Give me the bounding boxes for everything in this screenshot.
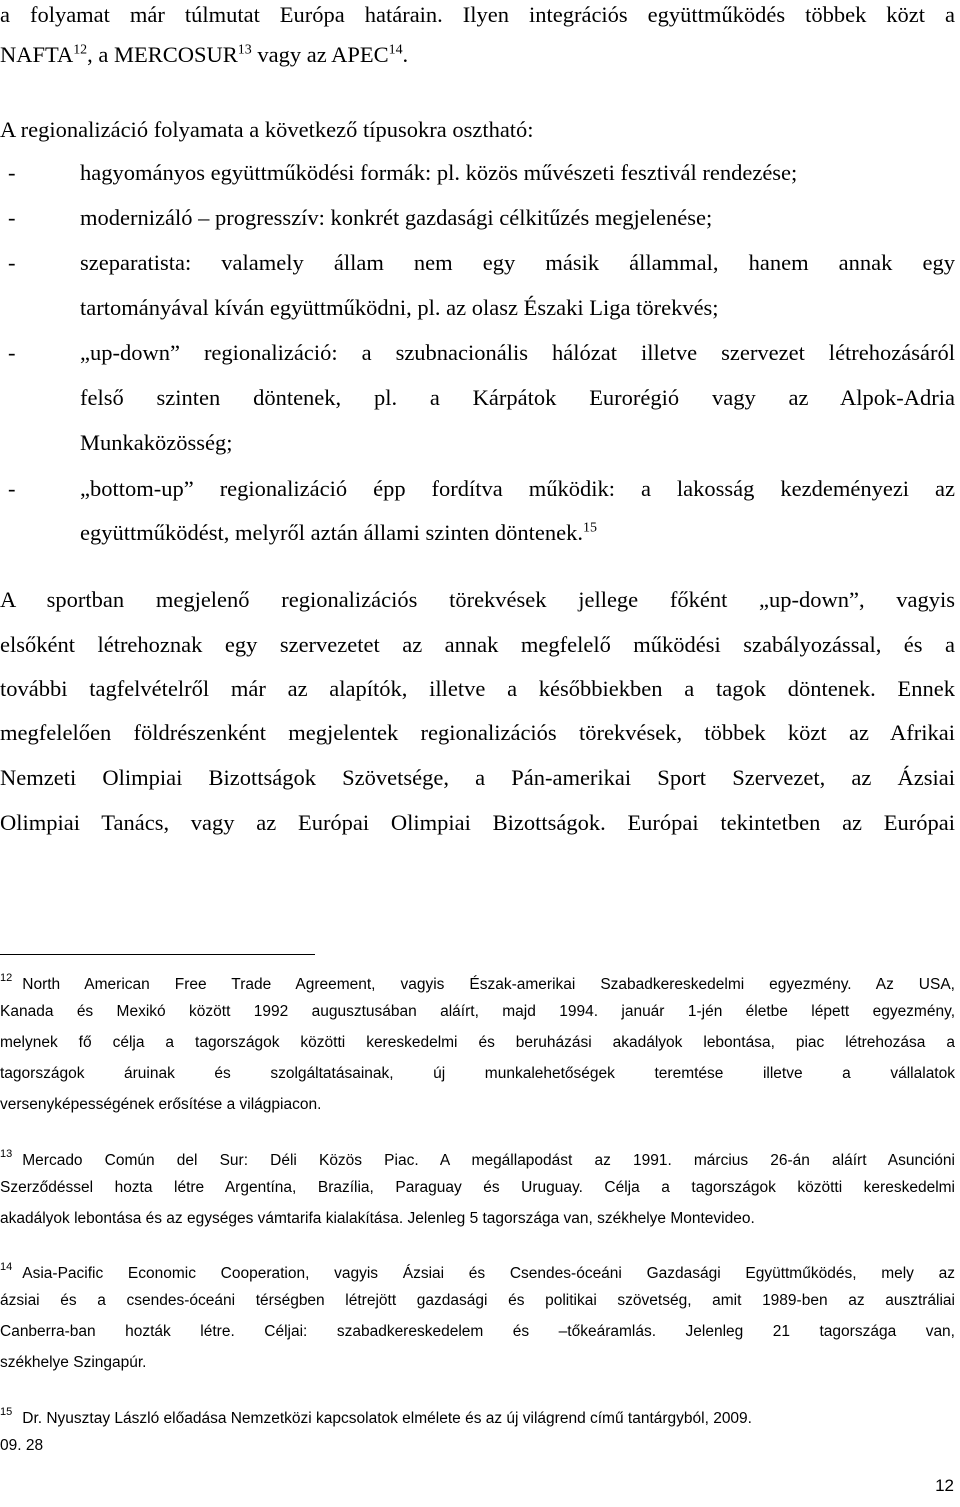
- footnote-ref[interactable]: 15: [583, 520, 597, 536]
- list-bullet: -: [8, 340, 16, 365]
- list-item: „up-down” regionalizáció: a szubnacionális hálózat illetve szervezet létrehozásáról: [80, 340, 955, 365]
- footnote-number: 15: [0, 1406, 13, 1418]
- footnote-12: $^{12}$ North American Free Trade Agreement, vagyis Észak-amerikai Szabadkereskedelmi egyezmény. Az USA,: [0, 972, 955, 993]
- footnote-15: $^{15}$ Dr. Nyusztay László előadása Nemzetközi kapcsolatok elmélete és az új világrend című tantárgyból, 2009.: [0, 1406, 752, 1427]
- footnote-14: $^{14}$ Asia-Pacific Economic Cooperation, vagyis Ázsiai és Csendes-óceáni Gazdasági Együttműködés, mely az: [0, 1261, 955, 1282]
- footnote-separator: [0, 954, 315, 955]
- list-item: hagyományos együttműködési formák: pl. közös művészeti fesztivál rendezése;: [80, 160, 798, 185]
- list-item: szeparatista: valamely állam nem egy másik állammal, hanem annak egy: [80, 250, 955, 275]
- footnote-line: versenyképességének erősítése a világpiacon.: [0, 1096, 322, 1113]
- list-bullet: -: [8, 160, 16, 185]
- footnote-line: akadályok lebontása és az egységes vámtarifa kialakítása. Jelenleg 5 tagországa van, székhelye Montevideo.: [0, 1210, 755, 1227]
- list-item: modernizáló – progresszív: konkrét gazdasági célkitűzés megjelenése;: [80, 205, 713, 230]
- paragraph-line: A sportban megjelenő regionalizációs törekvések jellege főként „up-down”, vagyis: [0, 587, 955, 612]
- footnote-ref[interactable]: 14: [388, 42, 403, 58]
- footnote-line: székhelye Szingapúr.: [0, 1354, 147, 1371]
- paragraph-line: Olimpiai Tanács, vagy az Európai Olimpiai Bizottságok. Európai tekintetben az Európai: [0, 810, 955, 835]
- list-bullet: -: [8, 205, 16, 230]
- paragraph-line: elsőként létrehoznak egy szervezetet az annak megfelelő működési szabályozással, és a: [0, 632, 955, 657]
- footnote-line: 09. 28: [0, 1437, 44, 1454]
- footnote-number: 13: [0, 1148, 13, 1160]
- footnote-line: tagországok áruinak és szolgáltatásainak, új munkalehetőségek teremtése illetve a vállalatok: [0, 1065, 955, 1082]
- footnote-line: ázsiai és a csendes-óceáni térségben létrejött gazdasági és politikai szövetség, amit 1989-ben az ausztráliai: [0, 1292, 955, 1309]
- list-bullet: -: [8, 476, 16, 501]
- list-item-continued: együttműködést, melyről aztán állami szinten döntenek.$^{15}$: [80, 520, 597, 545]
- list-item-continued: felső szinten döntenek, pl. a Kárpátok Eurorégió vagy az Alpok-Adria: [80, 385, 955, 410]
- paragraph-line: megfelelően földrészenként megjelentek regionalizációs törekvések, többek közt az Afrikai: [0, 720, 955, 745]
- footnote-line: Canberra-ban hozták létre. Céljai: szabadkereskedelem és –tőkeáramlás. Jelenleg 21 tagországa van,: [0, 1323, 955, 1340]
- page-number: 12: [935, 1476, 954, 1495]
- footnote-line: melynek fő célja a tagországok közötti kereskedelmi és beruházási akadályok lebontása, piac létrehozása a: [0, 1034, 955, 1051]
- body-line: NAFTA$^{12}$, a MERCOSUR$^{13}$ vagy az APEC$^{14}$.: [0, 42, 409, 67]
- paragraph-line: további tagfelvételről már az alapítók, illetve a későbbiekben a tagok döntenek. Ennek: [0, 676, 955, 701]
- list-item-continued: Munkaközösség;: [80, 430, 233, 455]
- section-heading: A regionalizáció folyamata a következő típusokra osztható:: [0, 117, 534, 142]
- footnote-13: $^{13}$ Mercado Común del Sur: Déli Közös Piac. A megállapodást az 1991. március 26-án aláírt Asuncióni: [0, 1148, 955, 1169]
- footnote-number: 12: [0, 972, 13, 984]
- footnote-line: Kanada és Mexikó között 1992 augusztusában aláírt, majd 1994. január 1-jén életbe lépett egyezmény,: [0, 1003, 955, 1020]
- footnote-number: 14: [0, 1261, 13, 1273]
- footnote-ref[interactable]: 13: [237, 42, 252, 58]
- list-item: „bottom-up” regionalizáció épp fordítva működik: a lakosság kezdeményezi az: [80, 476, 955, 501]
- paragraph-line: Nemzeti Olimpiai Bizottságok Szövetsége, a Pán-amerikai Sport Szervezet, az Ázsiai: [0, 765, 955, 790]
- footnote-ref[interactable]: 12: [73, 42, 88, 58]
- list-bullet: -: [8, 250, 16, 275]
- footnote-line: Szerződéssel hozta létre Argentína, Brazília, Paraguay és Uruguay. Célja a tagországok közötti kereskedelmi: [0, 1179, 955, 1196]
- list-item-continued: tartományával kíván együttműködni, pl. az olasz Északi Liga törekvés;: [80, 295, 719, 320]
- body-line: a folyamat már túlmutat Európa határain. Ilyen integrációs együttműködés többek közt a: [0, 2, 955, 27]
